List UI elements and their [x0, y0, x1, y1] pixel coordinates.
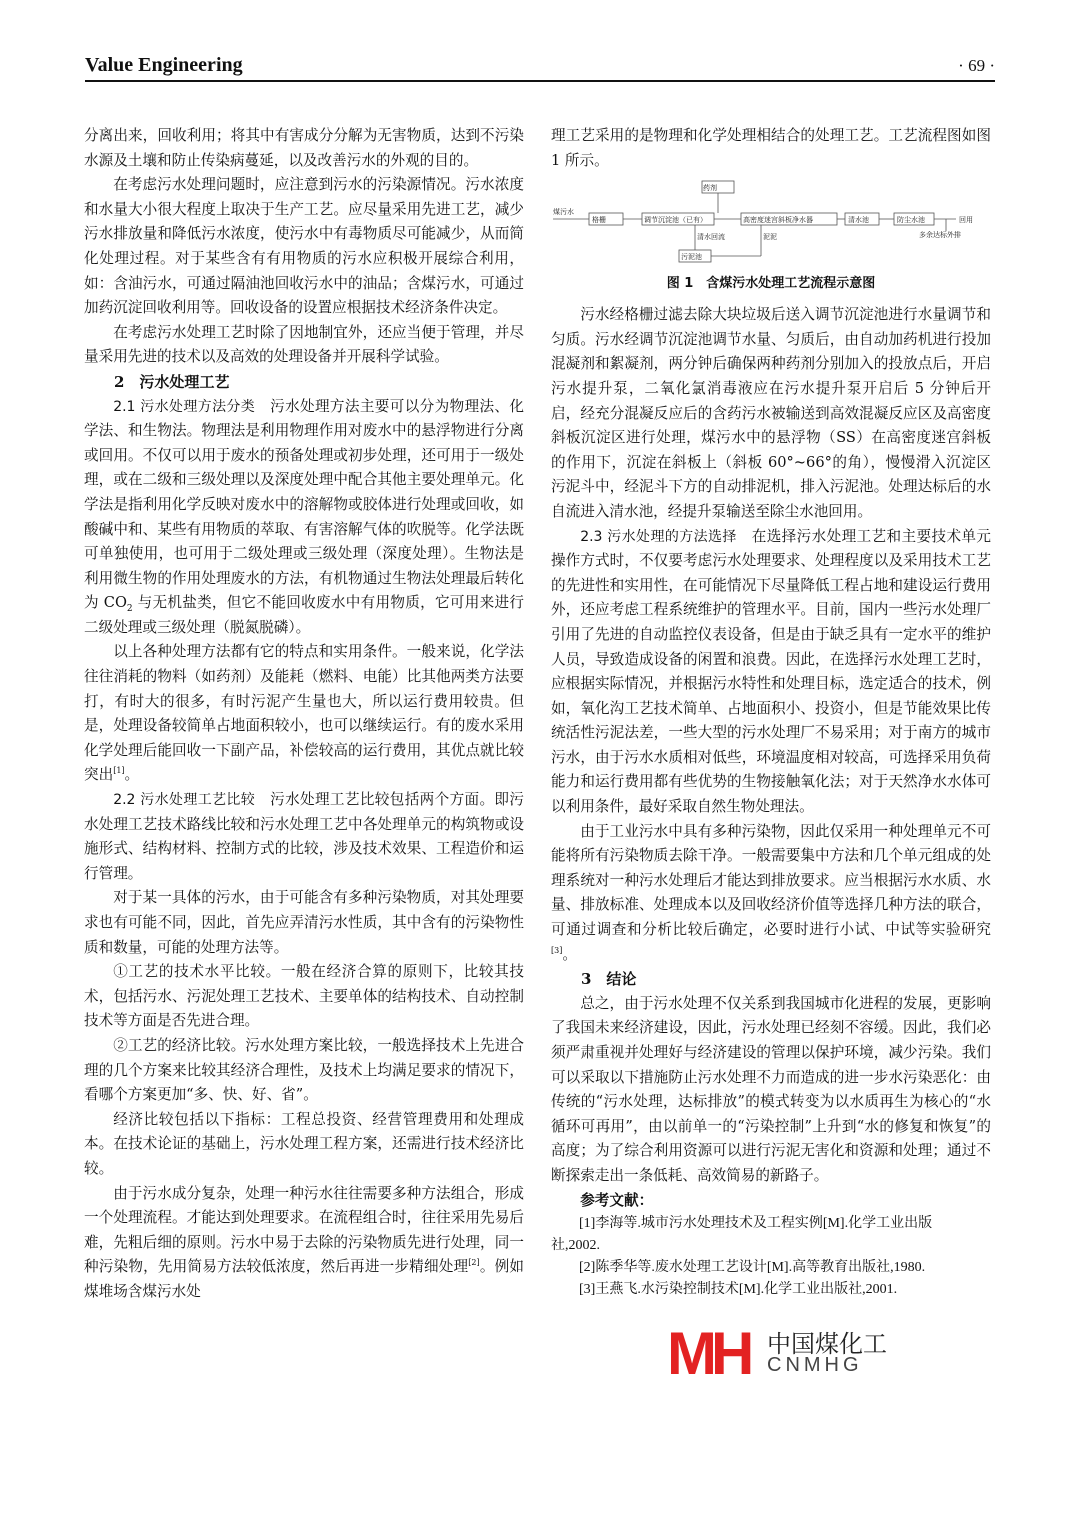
watermark-mark: MH [667, 1320, 749, 1387]
header-rule [85, 80, 995, 82]
diagram-label-reuse: 回用 [959, 216, 973, 225]
reference-3: [3]王燕飞.水污染控制技术[M].化学工业出版社,2001. [579, 1282, 898, 1298]
diagram-label-inlet: 煤污水 [553, 208, 574, 217]
paragraph-end: 。例如煤堆场含煤污水处 [84, 1258, 524, 1300]
watermark-cn: 中国煤化工 [767, 1330, 887, 1358]
page-number: · 69 · [958, 56, 995, 75]
paragraph-text: 以上各种处理方法都有它的特点和实用条件。一般来说，化学法往往消耗的物料（如药剂）及能耗（燃料、电能）比其他两类方法要打，有时大的很多，有时污泥产生量也大，所以运行费用较贵。但是，处理设备较简单占地面积较小，也可以继续运行。有的废水采用化学处理后能回收一下副产品，补偿较高的运行费用，其优点就比较突出 [84, 643, 524, 784]
citation: [1] [113, 766, 125, 776]
section-heading-3: 3 结论 [581, 970, 637, 989]
subsection-2-2 [84, 788, 524, 886]
paragraph: 理工艺采用的是物理和化学处理相结合的处理工艺。工艺流程图如图 1 所示。 [551, 127, 991, 169]
diagram-label-sludge: 污泥池 [681, 253, 702, 262]
diagram-label-screen: 格栅 [592, 216, 606, 225]
subsection-text: 污水处理方法主要可以分为物理法、化学法、和生物法。物理法是利用物理作用对废水中的悬浮物进行分离或回用。不仅可以用于废水的预备处理或初步处理，还可用于一级处理，或在二级和三级处理以及深度处理中配合其他主要处理单元。化学法是指利用化学反映对废水中的溶解物或胶体进行处理或回收，如酸碱中和、某些有用物质的萃取、有害溶解气体的吹脱等。化学法既可单独使用，也可用于二级处理或三级处理（深度处理）。生物法是利用微生物的作用处理废水的方法，有机物通过生物法处理最后转化为 CO [84, 397, 524, 612]
subsection-text-cont: 与无机盐类，但它不能回收废水中有用物质，它可用来进行二级处理或三级处理（脱氮脱磷）。 [84, 594, 524, 636]
paragraph: 总之，由于污水处理不仅关系到我国城市化进程的发展，更影响了我国未来经济建设，因此，污水处理已经刻不容缓。因此，我们必须严肃重视并处理好与经济建设的管理以保护环境，减少污染。我们可以采取以下措施防止污水处理不力而造成的进一步水污染恶化：由传统的“污水处理，达标排放”的模式转变为以水质再生为核心的“水循环可再用”，由以前单一的“污染控制”上升到“水的修复和恢复”的高度；为了综合利用资源可以进行污泥无害化和资源和处理；通过不断探索走出一条低耗、高效简易的新路子。 [551, 994, 991, 1184]
diagram-label-settle: 泥泥 [763, 233, 777, 242]
paragraph: 经济比较包括以下指标：工程总投资、经营管理费用和处理成本。在技术论证的基础上，污水处理工程方案，还需进行技术经济比较。 [84, 1110, 524, 1177]
section-heading-2: 2 污水处理工艺 [114, 372, 230, 391]
subsection-title: 2.2 污水处理工艺比较 [113, 792, 256, 809]
citation: [2] [468, 1258, 480, 1268]
subsection-text: 污水处理工艺比较包括两个方面。即污水处理工艺技术路线比较和污水处理工艺中各处理单元的构筑物或设施形式、结构材料、控制方式的比较，涉及技术效果、工程造价和运行管理。 [84, 791, 524, 882]
watermark-logo [667, 1322, 897, 1388]
paragraph [551, 820, 991, 968]
watermark-en: CNMHG [767, 1354, 863, 1376]
diagram-label-tank2: 高密度迷宫斜板净水器 [743, 216, 813, 225]
diagram-label-drug: 药剂 [703, 184, 717, 193]
paragraph: ②工艺的经济比较。污水处理方案比较，一般选择技术上先进合理的几个方案来比较其经济合理性，及技术上均满足要求的情况下，看哪个方案更加“多、快、好、省”。 [84, 1036, 524, 1104]
page-header [85, 54, 995, 80]
diagram-label-overflow: 多余达标外排 [919, 231, 961, 240]
paragraph-end: 。 [124, 766, 140, 784]
paragraph: 分离出来，回收利用；将其中有害成分分解为无害物质，达到不污染水源及土壤和防止传染病蔓延，以及改善污水的外观的目的。 [84, 127, 524, 169]
co2-subscript: 2 [126, 604, 133, 615]
diagram-label-return: 清水回流 [697, 233, 725, 242]
paragraph-end: 。 [562, 945, 577, 963]
reference-1-cont: 社,2002. [551, 1238, 600, 1254]
right-column [551, 124, 991, 1301]
flow-diagram-svg [551, 179, 991, 269]
citation: [3] [551, 945, 563, 955]
references-title: 参考文献： [580, 1191, 654, 1209]
paragraph-text: 由于污水成分复杂，处理一种污水往往需要多种方法组合，形成一个处理流程。才能达到处理要求。在流程组合时，往往采用先易后难，先粗后细的原则。污水中易于去除的污染物质先进行处理，同一种污染物，先用简易方法较低浓度，然后再进一步精细处理 [84, 1184, 524, 1276]
subsection-2-1 [84, 395, 524, 641]
reference-1: [1]李海等.城市污水处理技术及工程实例[M].化学工业出版 [579, 1216, 933, 1232]
diagram-label-tank1: 调节沉淀池（已有） [644, 216, 707, 225]
paragraph: 对于某一具体的污水，由于可能含有多种污染物质，对其处理要求也有可能不同，因此，首先应弄清污水性质，其中含有的污染物性质和数量，可能的处理方法等。 [84, 889, 524, 956]
subsection-2-3 [551, 525, 991, 820]
diagram-label-dust: 防尘水池 [897, 216, 925, 225]
paragraph [84, 1182, 524, 1305]
paragraph [84, 640, 524, 788]
subsection-text: 在选择污水处理工艺和主要技术单元操作方式时，不仅要考虑污水处理要求、处理程度以及采用技术工艺的先进性和实用性，在可能情况下尽量降低工程占地和建设运行费用外，还应考虑工程系统维护的管理水平。目前，国内一些污水处理厂引用了先进的自动监控仪表设备，但是由于缺乏具有一定水平的维护人员，导致造成设备的闲置和浪费。因此，在选择污水处理工艺时，应根据实际情况，并根据污水特性和处理目标，选定适合的技术，例如，氧化沟工艺技术简单、占地面积小、投资小，但是节能效果比传统活性污泥法差，一些大型的污水处理厂不易采用；对于南方的城市污水，由于污水水质相对低些，环境温度相对较高，可选择采用负荷能力和运行费用都有些优势的生物接触氧化法；对于天然净水水体可以利用条件，最好采取自然生物处理法。 [551, 527, 991, 816]
subsection-title: 2.3 污水处理的方法选择 [580, 528, 737, 545]
figure-caption: 图 1 含煤污水处理工艺流程示意图 [666, 276, 876, 292]
reference-2: [2]陈季华等.废水处理工艺设计[M].高等教育出版社,1980. [579, 1260, 926, 1276]
paragraph: ①工艺的技术水平比较。一般在经济合算的原则下，比较其技术，包括污水、污泥处理工艺技术、主要单体的结构技术、自动控制技术等方面是否先进合理。 [84, 963, 524, 1030]
paragraph: 污水经格栅过滤去除大块垃圾后送入调节沉淀池进行水量调节和匀质。污水经调节沉淀池调节水量、匀质后，由自动加药机进行投加混凝剂和絮凝剂，两分钟后确保两种药剂分别加入的投放点后，开启污水提升泵，二氧化氯消毒液应在污水提升泵开启后 5 分钟后开启，经充分混凝反应后的含药污水被输送到高效混凝反应区及高密度斜板沉淀区进行处理，煤污水中的悬浮物（SS）在高密度迷宫斜板的作用下，沉淀在斜板上（斜板 60°~66°的角），慢慢滑入沉淀区污泥斗中，经泥斗下方的自动排泥机，排入污泥池。处理达标后的水自流进入清水池，经提升泵输送至除尘水池回用。 [551, 306, 991, 520]
paragraph-text: 由于工业污水中具有多种污染物，因此仅采用一种处理单元不可能将所有污染物质去除干净。一般需要集中方法和几个单元组成的处理系统对一种污水处理后才能达到排放要求。应当根据污水水质、水量、排放标准、处理成本以及回收经济价值等选择几种方法的联合，可通过调查和分析比较后确定，必要时进行小试、中试等实验研究 [551, 822, 991, 939]
subsection-title: 2.1 污水处理方法分类 [113, 398, 256, 415]
paragraph: 在考虑污水处理工艺时除了因地制宜外，还应当便于管理，并尽量采用先进的技术以及高效的处理设备并开展科学试验。 [84, 323, 524, 366]
left-column [84, 124, 524, 1305]
diagram-label-clear: 清水池 [848, 216, 869, 225]
journal-title: Value Engineering [85, 54, 243, 76]
paragraph: 在考虑污水处理问题时，应注意到污水的污染源情况。污水浓度和水量大小很大程度上取决于生产工艺。应尽量采用先进工艺，减少污水排放量和降低污水浓度，使污水中有毒物质尽可能减少，从而简化处理过程。对于某些含有有用物质的污水应积极开展综合利用，如：含油污水，可通过隔油池回收污水中的油品；含煤污水，可通过加药沉淀回收利用等。回收设备的设置应根据技术经济条件决定。 [84, 176, 524, 317]
process-flow-diagram [551, 179, 991, 269]
